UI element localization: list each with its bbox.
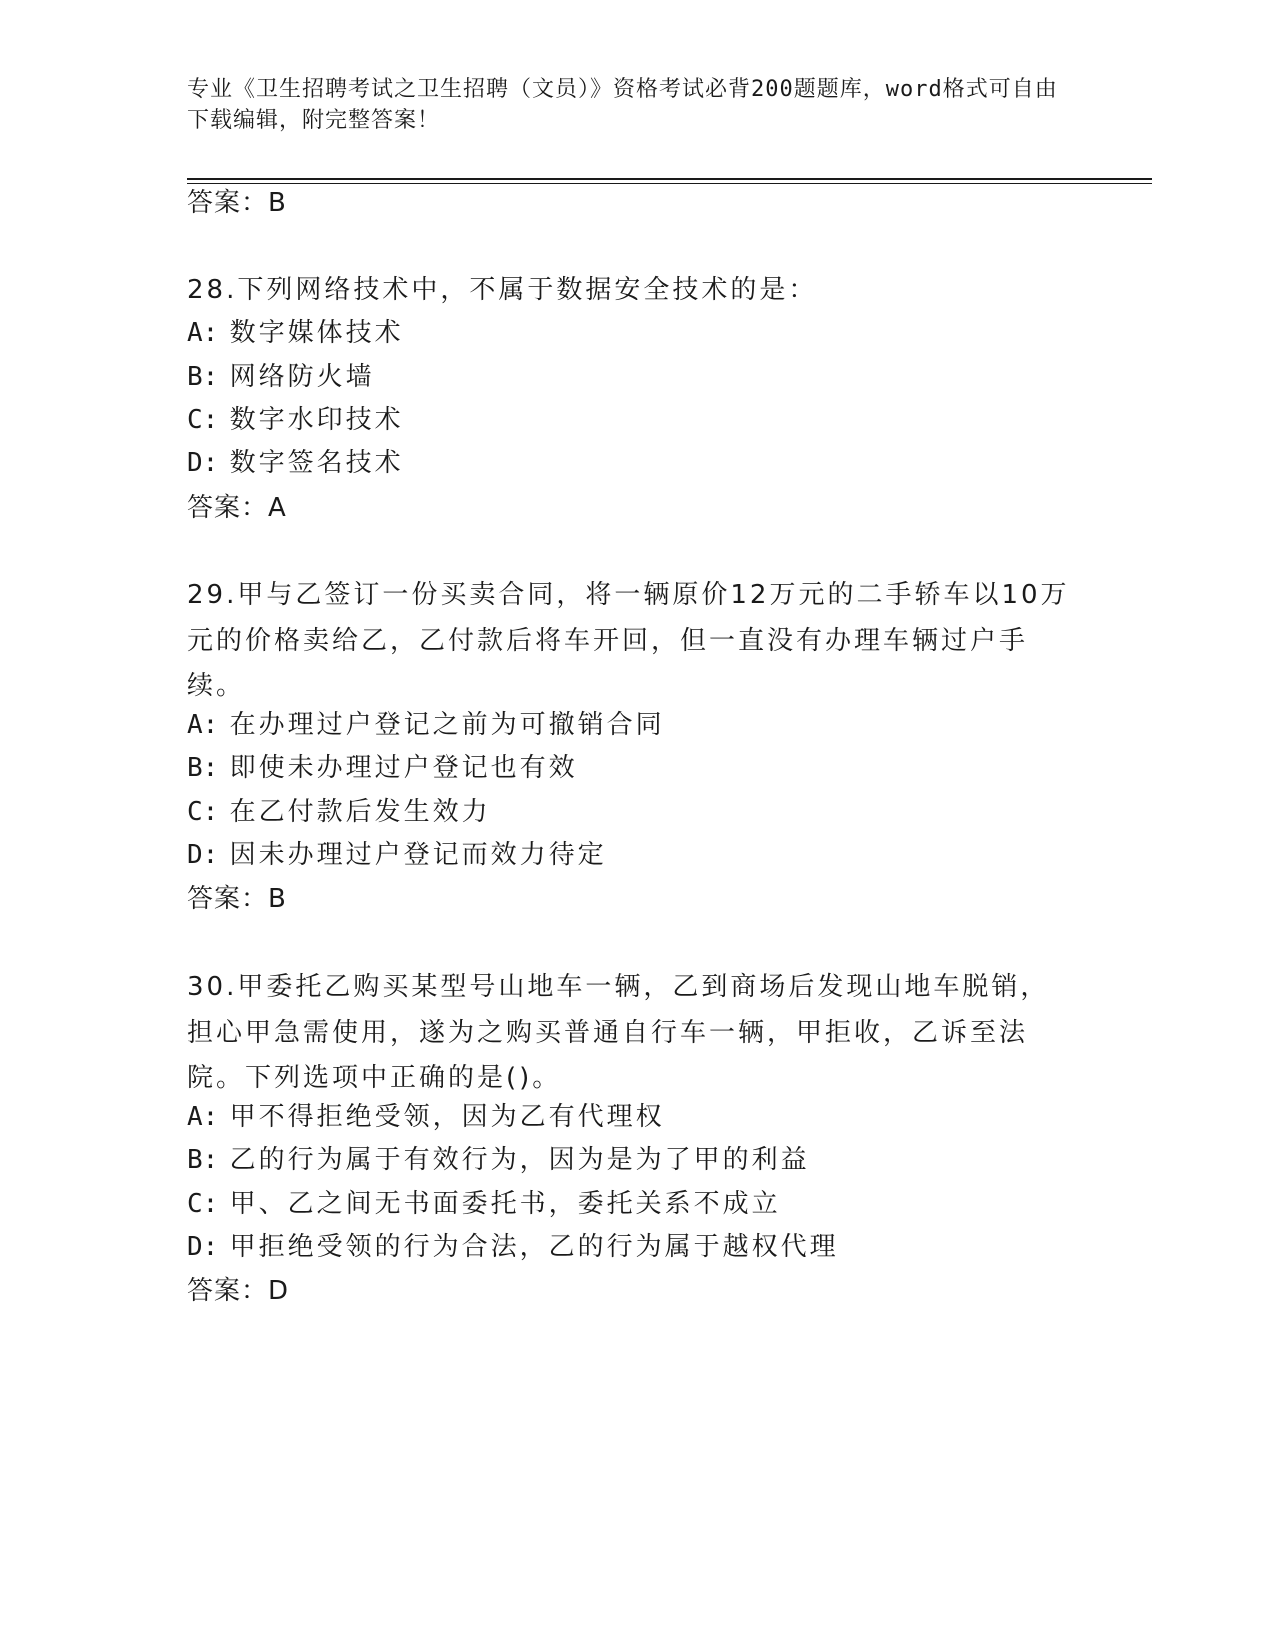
option-text: 甲、乙之间无书面委托书，委托关系不成立 (229, 1189, 781, 1219)
option-a (187, 710, 665, 740)
option-c (187, 1189, 781, 1219)
header-title: 专业《卫生招聘考试之卫生招聘（文员）》资格考试必背200题题库，word格式可自由下载编辑，附完整答案！ (187, 77, 1058, 133)
option-key: D: (187, 448, 219, 478)
option-key: D: (187, 1232, 219, 1262)
option-text: 即使未办理过户登记也有效 (229, 753, 578, 783)
question-text: 下列网络技术中，不属于数据安全技术的是： (237, 275, 818, 305)
option-text: 甲不得拒绝受领，因为乙有代理权 (229, 1102, 665, 1132)
option-text: 甲拒绝受领的行为合法，乙的行为属于越权代理 (229, 1232, 839, 1262)
question-29 (187, 573, 1077, 710)
option-text: 在办理过户登记之前为可撤销合同 (229, 710, 665, 740)
option-key: C: (187, 1189, 219, 1219)
answer-value: B (268, 188, 286, 218)
answer-label: 答案： (187, 884, 269, 914)
option-text: 数字签名技术 (229, 448, 404, 478)
option-text: 网络防火墙 (229, 362, 375, 392)
option-d (187, 1232, 839, 1262)
question-28 (187, 268, 1077, 314)
option-a (187, 1102, 665, 1132)
question-text: 甲与乙签订一份买卖合同，将一辆原价12万元的二手轿车以10万元的价格卖给乙，乙付款后将车开回，但一直没有办理车辆过户手续。 (187, 580, 1070, 701)
answer-value: B (268, 884, 286, 914)
header-divider-thin (187, 183, 1152, 184)
option-key: A: (187, 1102, 219, 1132)
option-key: A: (187, 710, 219, 740)
option-key: C: (187, 405, 219, 435)
option-text: 数字媒体技术 (229, 318, 404, 348)
option-text: 因未办理过户登记而效力待定 (229, 840, 607, 870)
header-divider (187, 178, 1152, 180)
option-text: 在乙付款后发生效力 (229, 797, 491, 827)
answer-label: 答案： (187, 1276, 269, 1306)
option-key: B: (187, 362, 219, 392)
option-b (187, 753, 578, 783)
question-text: 甲委托乙购买某型号山地车一辆，乙到商场后发现山地车脱销，担心甲急需使用，遂为之购买普通自行车一辆，甲拒收，乙诉至法院。下列选项中正确的是()。 (187, 972, 1050, 1093)
prev-answer (187, 188, 286, 218)
option-key: B: (187, 1145, 219, 1175)
question-number: 29. (187, 580, 238, 610)
answer-30 (187, 1276, 288, 1306)
option-b (187, 1145, 810, 1175)
answer-value: D (268, 1276, 289, 1306)
option-b (187, 362, 375, 392)
question-number: 30. (187, 972, 238, 1002)
option-c (187, 797, 491, 827)
question-number: 28. (187, 275, 238, 305)
document-header (187, 74, 1067, 136)
answer-label: 答案： (187, 188, 269, 218)
question-30 (187, 965, 1077, 1102)
option-d (187, 840, 607, 870)
answer-29 (187, 884, 286, 914)
option-key: A: (187, 318, 219, 348)
option-c (187, 405, 404, 435)
option-text: 数字水印技术 (229, 405, 404, 435)
answer-28 (187, 493, 286, 523)
answer-value: A (268, 493, 286, 523)
option-d (187, 448, 404, 478)
option-key: B: (187, 753, 219, 783)
option-text: 乙的行为属于有效行为，因为是为了甲的利益 (229, 1145, 810, 1175)
option-key: D: (187, 840, 219, 870)
answer-label: 答案： (187, 493, 269, 523)
option-key: C: (187, 797, 219, 827)
option-a (187, 318, 404, 348)
